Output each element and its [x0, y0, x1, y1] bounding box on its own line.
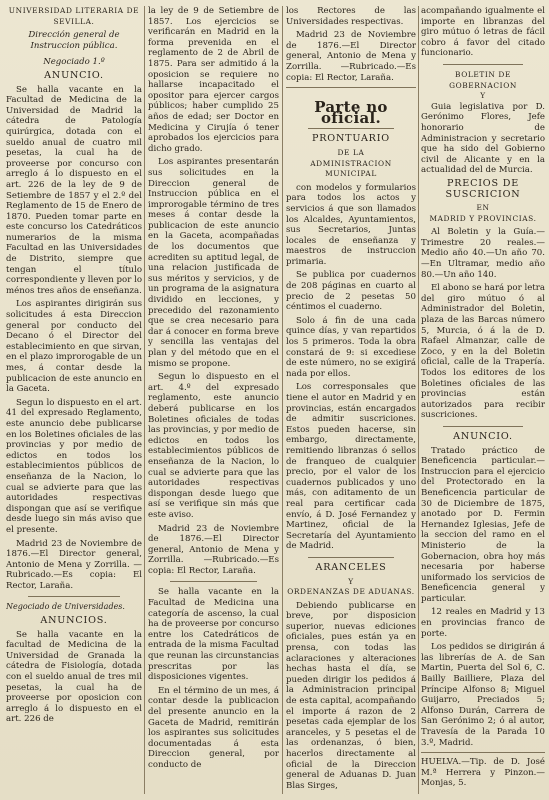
aranceles-heading: ARANCELES: [315, 561, 387, 573]
subheading: Y: [480, 91, 486, 101]
divider: [28, 596, 120, 597]
negociado: Negociado de Universidades.: [6, 602, 125, 612]
column-2: [148, 6, 279, 794]
paragraph: Solo á fin de una cada quince días, y van repartidos los 5 primeros. Toda la obra constará de 9: si excediese de este número, no se exigirá nada por ellos.: [286, 315, 416, 379]
section-title: Parte no oficial.: [314, 98, 388, 127]
anuncio-heading: ANUNCIO.: [453, 430, 513, 442]
precios-heading: PRECIOS DE SUSCRICION: [445, 177, 521, 200]
subheading: ADMINISTRACION MUNICIPAL: [310, 158, 392, 179]
divider: [308, 128, 394, 129]
direction-header: Dirección general de Instruccion pública.: [28, 30, 120, 51]
divider: [421, 752, 545, 753]
divider: [443, 64, 523, 65]
signature: Madrid 23 de Noviembre de 1876.—El Director general, Antonio de Mena y Zorrilla. —Rubricado.—Es copia: El Rector, Laraña.: [286, 30, 416, 83]
negociado: Negociado 1.º: [43, 57, 105, 68]
subheading: Y: [348, 576, 354, 586]
printer-imprint: HUELVA.—Tip. de D. José M.ª Herrera y Pinzon.—Monjas, 5.: [421, 757, 545, 789]
paragraph: Se halla vacante en la Facultad de Medicina una categoría de ascenso, la cual ha de proveerse por concurso entre los Catedráticos de entrada de la misma Facultad que reunan las circunstancias prescritas por las disposiciones vigentes.: [148, 587, 279, 683]
paragraph: Se halla vacante en la facultad de Medicina de la Universidad de Granada la cátedra de Fisiología, dotada con el sueldo anual de tres mil pesetas, la cual ha de proveerse por oposicion con arreglo á lo dispuesto en el art. 226 de: [6, 629, 142, 725]
column-divider: [418, 6, 419, 794]
paragraph: Segun lo dispuesto en el art. 41 del expresado Reglamento, este anuncio debe publicarse en los Boletines oficiales de las provincias y por medio de edictos en todos los establecimientos públicos de enseñanza de la Nacion, lo cual se advierte para que las autoridades respectivas dispongan que así se verifique desde luego sin más aviso que el presente.: [6, 397, 142, 535]
paragraph: Se publica por cuadernos de 208 páginas en cuarto al precio de 2 pesetas 50 céntimos el cuaderno.: [286, 270, 416, 313]
column-3: [286, 6, 416, 794]
paragraph: los Rectores de las Universidades respectivas.: [286, 6, 416, 27]
divider: [308, 557, 394, 558]
paragraph: la ley de 9 de Setiembre de 1857. Los ejercicios se verificarán en Madrid en la forma prevenida en el reglamento de 2 de Abril de 1875. Para ser admitido á la oposicion se requiere no hallarse incapacitado el opositor para ejercer cargos públicos; haber cumplido 25 años de edad; ser Doctor en Medicina y Cirujía ó tener aprobados los ejercicios para dicho grado.: [148, 6, 279, 154]
signature: Madrid 23 de Noviembre de 1876.—El Director general, Antonio de Mena y Zorrilla. —Rubricado.—Es copia: El Rector, Laraña.: [6, 538, 142, 591]
anuncio-heading: ANUNCIO.: [44, 69, 104, 81]
paragraph: Los corresponsales que tiene el autor en Madrid y en provincias, están encargados de admitir suscriciones. Estos pueden hacerse, sin embargo, directamente, remitiendo libranzas ó sellos de franqueo de cualquier precio, por el valor de los cuadernos publicados y uno más, con aditamento de un real para certificar cada envío, á D. José Fernandez y Martinez, oficial de la Secretaría del Ayuntamiento de Madrid.: [286, 382, 416, 552]
divider: [443, 426, 523, 427]
paragraph: Tratado práctico de Beneficencia particular.—Instruccion para el ejercicio del Protectorado en la Beneficencia particular de 30 de Diciembre de 1875, anotado por D. Fermin Hernandez Iglesias, Jefe de la seccion del ramo en el Ministerio de la Gobernacion, obra hoy más necesaria por haberse uniformado los servicios de Beneficencia general y particular.: [421, 445, 545, 604]
paragraph: El abono se hará por letra del giro mútuo ó al Administrador del Boletin, plaza de las Barcas número 5, Murcia, ó á la de D. Rafael Almanzar, calle de Zoco, y en la del Boletin oficial, calle de la Trapería. Todos los editores de los Boletines oficiales de las provincias están autorizados para recibir suscriciones.: [421, 283, 545, 421]
anuncios-heading: ANUNCIOS.: [40, 615, 108, 627]
signature: Madrid 23 de Noviembre de 1876.—El Director general, Antonio de Mena y Zorrilla. —Rubricado.—Es copia: El Rector, Laraña.: [148, 523, 279, 576]
paragraph: Los aspirantes presentarán sus solicitudes en la Direccion general de Instruccion pública en el improrogable término de tres meses á contar desde la publicacion de este anuncio en la Gaceta, acompañadas de los documentos que acrediten su aptitud legal, de una relacion justificada de sus méritos y servicios, y de un programa de la asignatura dividido en lecciones, y precedido del razonamiento que se crea necesario para dar á conocer en forma breve y sencilla las ventajas del plan y del método que en el mismo se propone.: [148, 157, 279, 369]
subheading: EN: [476, 203, 490, 213]
paragraph: Guia legislativa por D. Gerónimo Flores, Jefe honorario de Administracion y secretario que ha sido del Gobierno civil de Alicante y en la actualidad del de Murcia.: [421, 101, 545, 176]
subheading: DE LA: [337, 147, 365, 157]
divider: [286, 87, 416, 88]
paragraph: acompañando igualmente el importe en libranzas del giro mútuo ó letras de fácil cobro á favor del citado funcionario.: [421, 6, 545, 59]
prontuario-heading: PRONTUARIO: [312, 133, 390, 145]
paragraph: En el término de un mes, á contar desde la publicacion del presente anuncio en la Gaceta de Madrid, remitirán los aspirantes sus solicitudes documentadas á esta Direccion general, por conducto de: [148, 685, 279, 770]
paragraph: Debiendo publicarse en breve, por disposicion superior, nuevas ediciones oficiales, pues están ya en prensa, con todas las aclaraciones y alteraciones hechas hasta el día, se pueden dirigir los pedidos á la Administracion principal de esta capital, acompañando el importe á razon de 2 pesetas cada ejemplar de los aranceles, y 5 pesetas el de las ordenanzas, ó bien, hacerlos directamente al oficial de la Direccion general de Aduanas D. Juan Blas Sirges,: [286, 600, 416, 791]
subheading: ORDENANZAS DE ADUANAS.: [287, 587, 415, 597]
column-divider: [144, 6, 145, 794]
subheading: MADRID Y PROVINCIAS.: [429, 213, 537, 223]
divider: [170, 581, 257, 582]
subheading: BOLETIN DE GOBERNACION: [449, 69, 517, 90]
paragraph: 12 reales en Madrid y 13 en provincias franco de porte.: [421, 607, 545, 639]
paragraph: Al Boletin y la Guía.—Trimestre 20 reales.—Medio año 40.—Un año 70.—En Ultramar, medio año 80.—Un año 140.: [421, 227, 545, 280]
paragraph: con modelos y formularios para todos los actos y servicios á que son llamados los Alcaldes, Ayuntamientos, sus Secretarios, Juntas locales de enseñanza y maestros de instruccion primaria.: [286, 182, 416, 267]
paragraph: Los pedidos se dirigirán á las librerías de A. de San Martin, Puerta del Sol 6, C. Bailly Bailliere, Plaza del Príncipe Alfonso 8; Miguel Guijarro, Preciados 5; Alfonso Durán, Carrera de San Gerónimo 2; ó al autor, Travesía de la Parada 10 3.º, Madrid.: [421, 642, 545, 748]
paragraph: Se halla vacante en la Facultad de Medicina de la Universidad de Madrid la cátedra de Patología quirúrgica, dotada con el sueldo anual de cuatro mil pesetas, la cual ha de proveerse por concurso con arreglo á lo dispuesto en el art. 226 de la ley de 9 de Setiembre de 1857 y el 2.º del Reglamento de 15 de Enero de 1870. Pueden tomar parte en este concurso los Catedráticos numerarios de la misma Facultad en las Universidades de Distrito, siempre que tengan el título correspondiente y lleven por lo ménos tres años de enseñanza.: [6, 84, 142, 296]
column-divider: [282, 6, 283, 794]
paragraph: Segun lo dispuesto en el art. 4.º del expresado reglamento, este anuncio deberá publicarse en los Boletines oficiales de todas las provincias, y por medio de edictos en todos los establecimientos públicos de enseñanza de la Nacion, lo cual se advierte para que las autoridades respectivas dispongan desde luego que así se verifique sin más que este aviso.: [148, 372, 279, 520]
column-4: [421, 6, 545, 794]
paragraph: Los aspirantes dirigirán sus solicitudes á esta Direccion general por conducto del Decano ó el Director del establecimiento en que sirvan, en el plazo improrogable de un mes, á contar desde la publicacion de este anuncio en la Gaceta.: [6, 299, 142, 395]
university-header: UNIVERSIDAD LITERARIA DE SEVILLA.: [8, 6, 140, 26]
column-1: [6, 6, 142, 794]
